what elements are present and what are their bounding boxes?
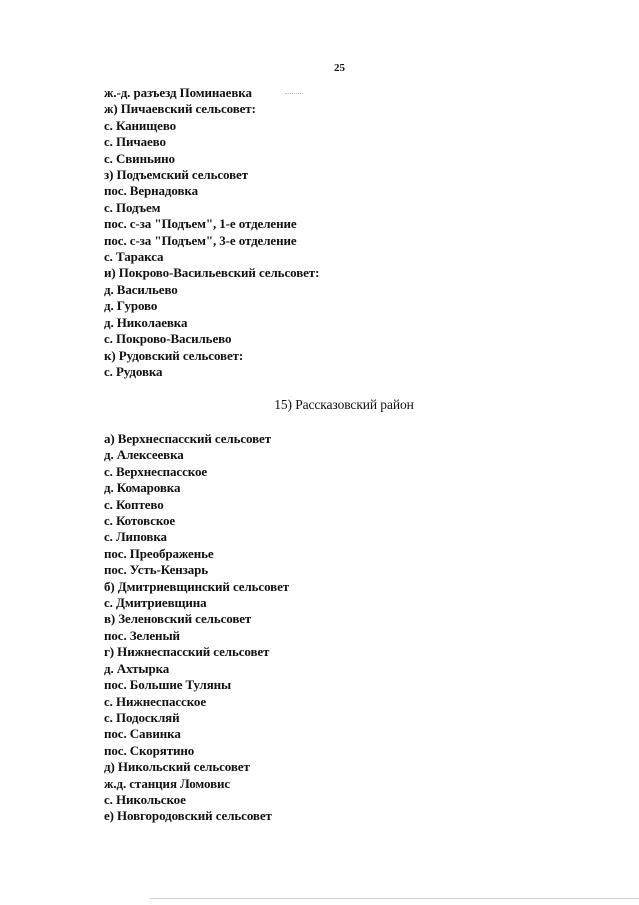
list-item: д. Николаевка	[104, 314, 188, 330]
list-item: пос. Преображенье	[104, 545, 214, 561]
list-item: д. Алексеевка	[104, 447, 184, 463]
list-item: с. Никольское	[104, 791, 186, 807]
list-item: пос. Савинка	[104, 726, 181, 742]
list-item: е) Новгородовский сельсовет	[104, 808, 272, 824]
settlement-list-top	[104, 85, 319, 380]
list-item: з) Подъемский сельсовет	[104, 167, 249, 183]
list-item: с. Покрово-Васильево	[104, 331, 232, 347]
list-item: ж.-д. разъезд Поминаевка	[104, 85, 252, 100]
list-item: с. Липовка	[104, 529, 167, 545]
list-item: пос. с-за "Подъем", 1-е отделение	[104, 216, 297, 232]
scan-edge-line	[150, 898, 639, 899]
list-item: д. Гурово	[104, 298, 158, 314]
list-item: и) Покрово-Васильевский сельсовет:	[104, 265, 320, 281]
page-number: 25	[334, 62, 345, 74]
list-item: с. Пичаево	[104, 134, 166, 150]
list-item: д. Ахтырка	[104, 660, 170, 676]
list-item: а) Верхнеспасский сельсовет	[104, 431, 271, 446]
list-item: с. Дмитриевщина	[104, 595, 207, 611]
list-item: пос. Усть-Кензарь	[104, 562, 209, 578]
list-item: с. Канищево	[104, 117, 177, 133]
list-item: с. Подоскляй	[104, 709, 180, 725]
list-item: с. Верхнеспасское	[104, 463, 208, 479]
list-item: с. Рудовка	[104, 363, 163, 379]
list-item: в) Зеленовский сельсовет	[104, 611, 252, 627]
list-item: с. Свиньино	[104, 150, 175, 166]
list-item: пос. Вернадовка	[104, 183, 198, 199]
list-item: к) Рудовский сельсовет:	[104, 347, 244, 363]
list-item: с. Коптево	[104, 496, 164, 512]
list-item: г) Нижнеспасский сельсовет	[104, 644, 270, 660]
list-item: ж) Пичаевский сельсовет:	[104, 101, 256, 117]
list-item: пос. Большие Туляны	[104, 677, 232, 693]
list-item: пос. с-за "Подъем", 3-е отделение	[104, 232, 297, 248]
settlement-list-bottom	[104, 431, 289, 825]
list-item: с. Нижнеспасское	[104, 693, 207, 709]
list-item: пос. Зеленый	[104, 627, 180, 643]
list-item: с. Таракса	[104, 249, 164, 265]
list-item: ж.д. станция Ломовис	[104, 775, 231, 791]
list-item: с. Котовское	[104, 513, 176, 529]
list-item: с. Подъем	[104, 199, 161, 215]
list-item: д. Васильево	[104, 281, 178, 297]
list-item: д. Комаровка	[104, 480, 181, 496]
list-item: пос. Скорятино	[104, 742, 195, 758]
section-heading: 15) Рассказовский район	[274, 397, 414, 412]
list-item: б) Дмитриевщинский сельсовет	[104, 578, 290, 594]
list-item: д) Никольский сельсовет	[104, 759, 250, 775]
